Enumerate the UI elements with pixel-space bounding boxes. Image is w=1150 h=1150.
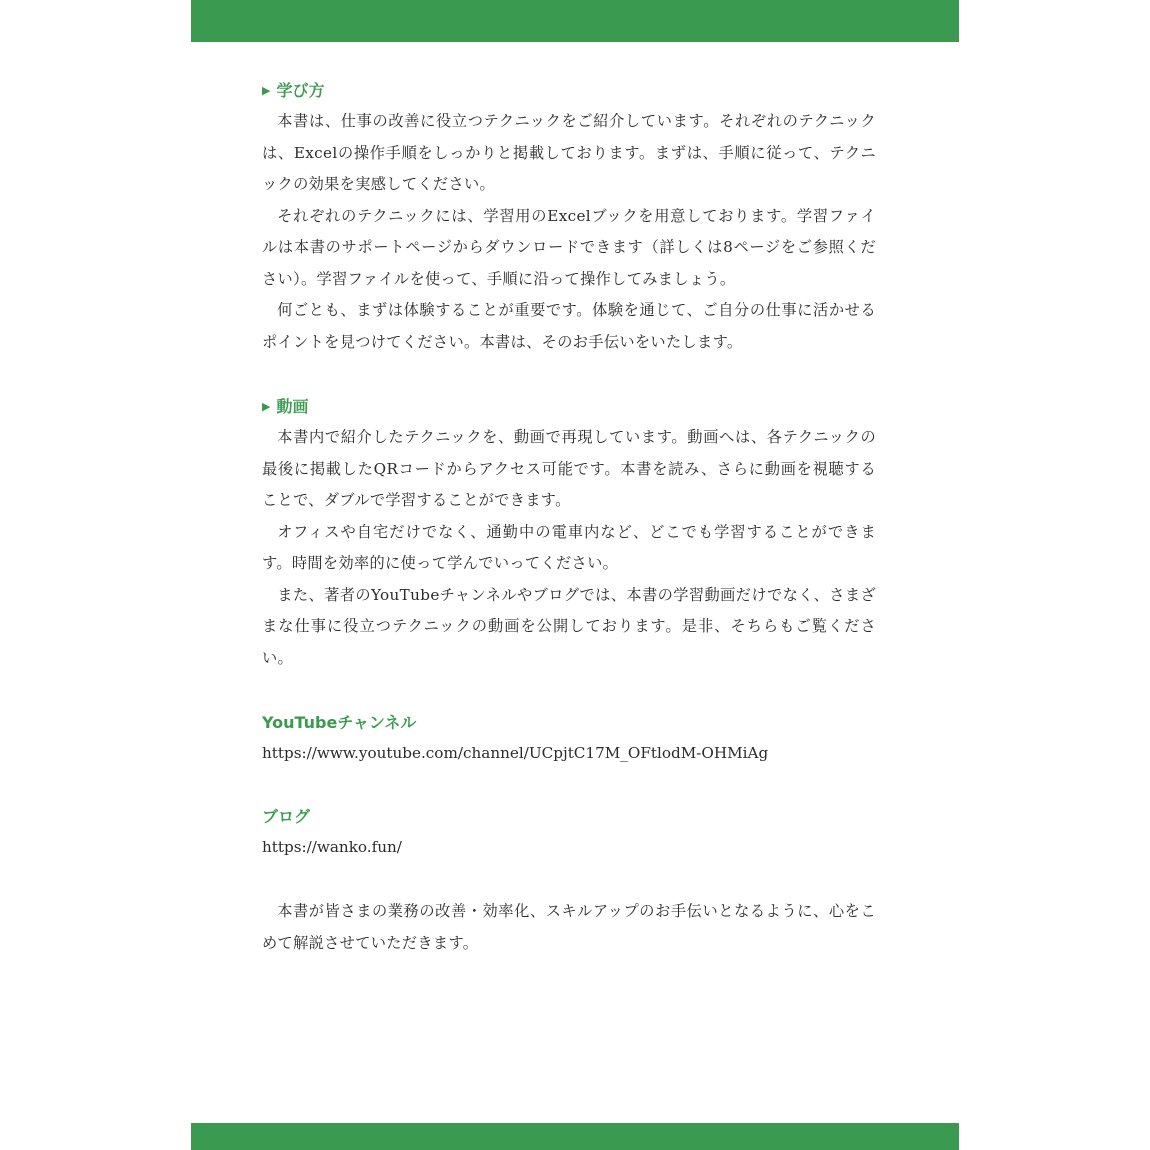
header-band (191, 0, 959, 42)
blog-link[interactable]: https://wanko.fun/ (262, 838, 402, 856)
section-heading-label: 学び方 (276, 81, 325, 100)
video-paragraph-1: 本書内で紹介したテクニックを、動画で再現しています。動画へは、各テクニックの最後に掲載したQRコードからアクセス可能です。本書を読み、さらに動画を視聴することで、ダブルで学習することができます。 (262, 428, 876, 509)
page-content (262, 76, 876, 959)
learning-paragraph-3: 何ごとも、まずは体験することが重要です。体験を通じて、ご自分の仕事に活かせるポイントを見つけてください。本書は、そのお手伝いをいたします。 (262, 301, 876, 351)
section-heading-label: 動画 (276, 397, 309, 416)
triangle-right-icon: ▶ (262, 400, 271, 413)
youtube-channel-label: YouTubeチャンネル (262, 713, 417, 732)
closing-paragraph: 本書が皆さまの業務の改善・効率化、スキルアップのお手伝いとなるように、心をこめて解説させていただきます。 (262, 902, 876, 952)
learning-paragraph-1: 本書は、仕事の改善に役立つテクニックをご紹介しています。それぞれのテクニックは、Excelの操作手順をしっかりと掲載しております。まずは、手順に従って、テクニックの効果を実感してください。 (262, 112, 876, 193)
footer-band (191, 1123, 959, 1150)
learning-paragraph-2: それぞれのテクニックには、学習用のExcelブックを用意しております。学習ファイルは本書のサポートページからダウンロードできます（詳しくは8ページをご参照ください）。学習ファイルを使って、手順に沿って操作してみましょう。 (262, 206, 876, 288)
video-paragraph-2: オフィスや自宅だけでなく、通勤中の電車内など、どこでも学習することができます。時間を効率的に使って学んでいってください。 (262, 522, 876, 572)
youtube-channel-link[interactable]: https://www.youtube.com/channel/UCpjtC17M_OFtlodM-OHMiAg (262, 744, 769, 762)
video-paragraph-3: また、著者のYouTubeチャンネルやブログでは、本書の学習動画だけでなく、さまざまな仕事に役立つテクニックの動画を公開しております。是非、そちらもご覧ください。 (262, 585, 876, 667)
blog-label: ブログ (262, 807, 311, 826)
section-heading-learning (262, 76, 876, 106)
section-heading-video (262, 392, 876, 422)
triangle-right-icon: ▶ (262, 84, 271, 97)
